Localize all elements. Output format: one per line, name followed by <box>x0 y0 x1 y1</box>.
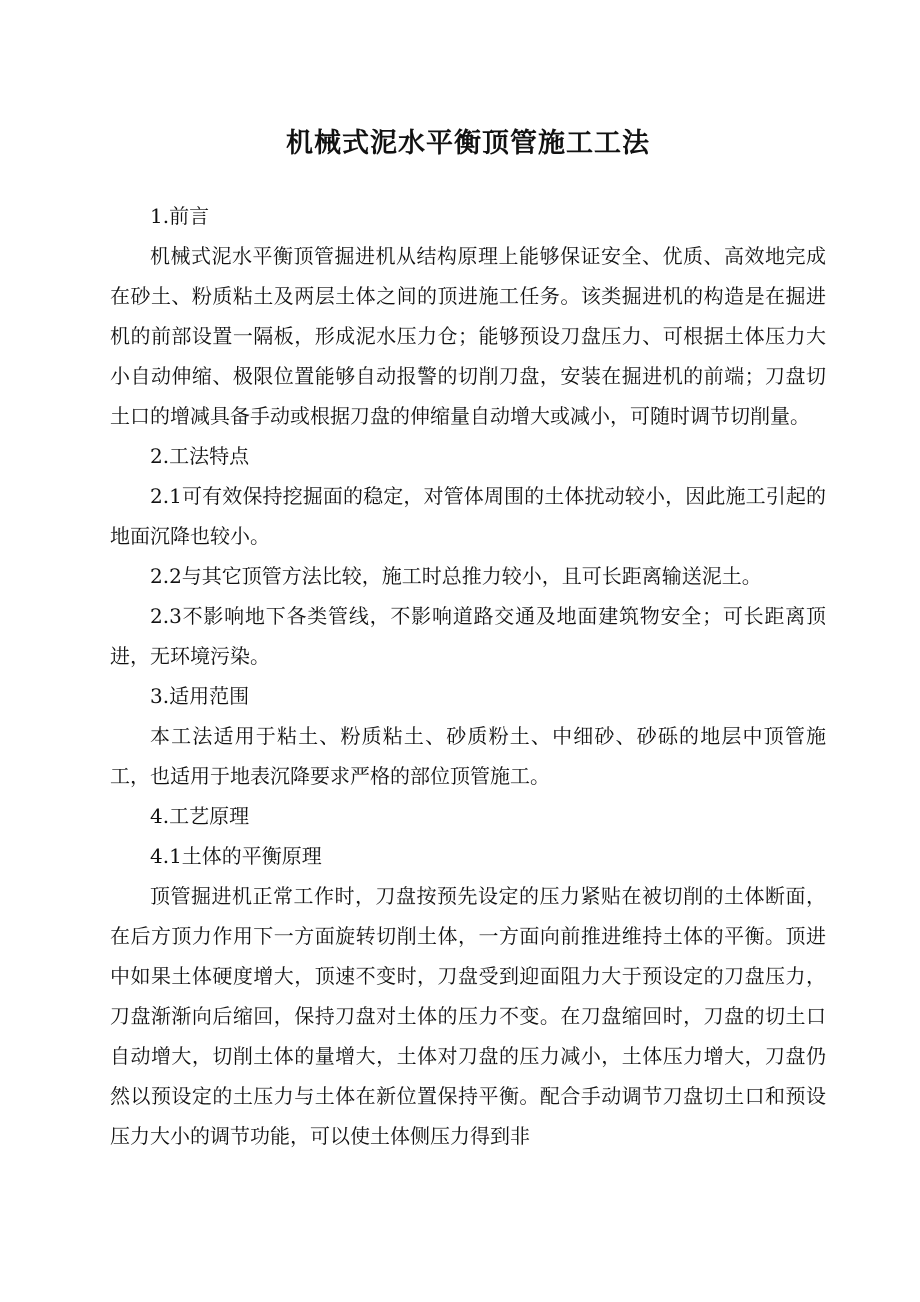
section-heading-features: 2.工法特点 <box>150 444 250 468</box>
subsection-heading-4-1: 4.1土体的平衡原理 <box>150 844 322 868</box>
paragraph-feature-2-2: 2.2与其它顶管方法比较，施工时总推力较小，且可长距离输送泥土。 <box>150 564 762 588</box>
document-title: 机械式泥水平衡顶管施工工法 <box>286 128 650 159</box>
section-heading-scope: 3.适用范围 <box>150 684 250 708</box>
document-body <box>110 196 826 1156</box>
paragraph-preface: 机械式泥水平衡顶管掘进机从结构原理上能够保证安全、优质、高效地完成在砂土、粉质粘土及两层土体之间的顶进施工任务。该类掘进机的构造是在掘进机的前部设置一隔板，形成泥水压力仓；能够预设刀盘压力、可根据土体压力大小自动伸缩、极限位置能够自动报警的切削刀盘，安装在掘进机的前端；刀盘切土口的增减具备手动或根据刀盘的伸缩量自动增大或减小，可随时调节切削量。 <box>110 244 826 428</box>
paragraph-feature-2-1: 2.1可有效保持挖掘面的稳定，对管体周围的土体扰动较小，因此施工引起的地面沉降也较小。 <box>110 484 826 548</box>
paragraph-feature-2-3: 2.3不影响地下各类管线，不影响道路交通及地面建筑物安全；可长距离顶进，无环境污染。 <box>110 604 826 668</box>
paragraph-scope: 本工法适用于粘土、粉质粘土、砂质粉土、中细砂、砂砾的地层中顶管施工，也适用于地表沉降要求严格的部位顶管施工。 <box>110 724 826 788</box>
paragraph-principle-4-1: 顶管掘进机正常工作时，刀盘按预先设定的压力紧贴在被切削的土体断面，在后方顶力作用下一方面旋转切削土体，一方面向前推进维持土体的平衡。顶进中如果土体硬度增大，顶速不变时，刀盘受到迎面阻力大于预设定的刀盘压力，刀盘渐渐向后缩回，保持刀盘对土体的压力不变。在刀盘缩回时，刀盘的切土口自动增大，切削土体的量增大，土体对刀盘的压力减小，土体压力增大，刀盘仍然以预设定的土压力与土体在新位置保持平衡。配合手动调节刀盘切土口和预设压力大小的调节功能，可以使土体侧压力得到非 <box>110 884 826 1148</box>
section-heading-principle: 4.工艺原理 <box>150 804 250 828</box>
section-heading-preface: 1.前言 <box>150 204 210 228</box>
